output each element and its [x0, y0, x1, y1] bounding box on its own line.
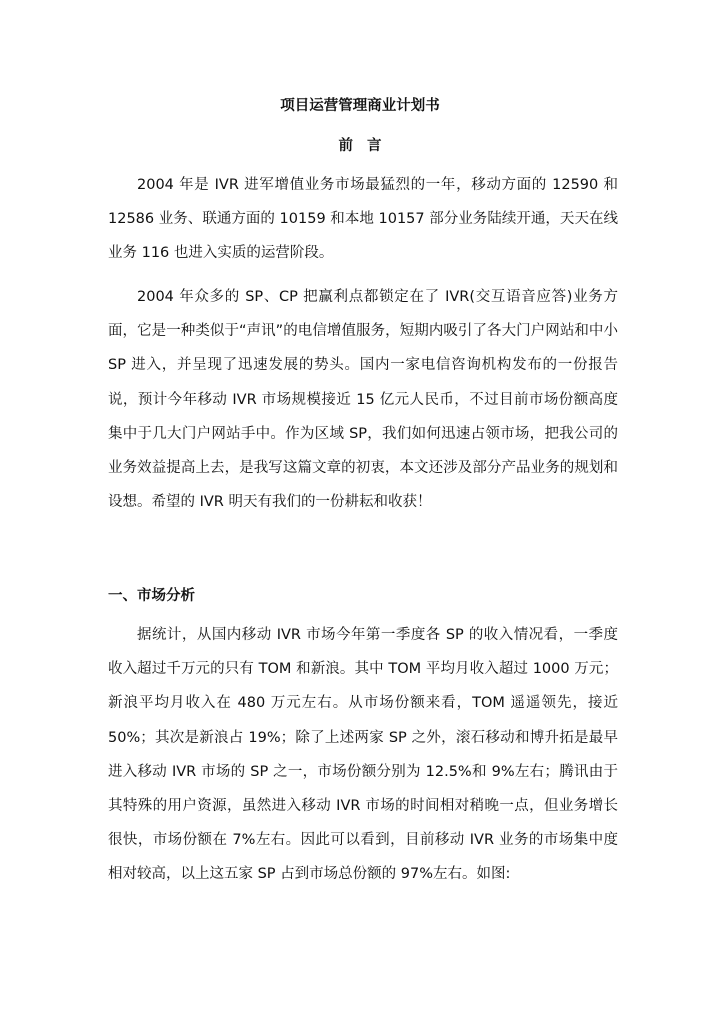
document-title: 项目运营管理商业计划书 — [280, 98, 440, 114]
section-heading-market-analysis: 一、市场分析 — [108, 588, 195, 604]
market-analysis-paragraph: 据统计，从国内移动 IVR 市场今年第一季度各 SP 的收入情况看，一季度收入超过千万元的只有 TOM 和新浪。其中 TOM 平均月收入超过 1000 万元；新浪平均月收入在 480 万元左右。从市场份额来看，TOM 遥遥领先，接近 50%；其次是新浪占 19%；除了上述两家 SP 之外，滚石移动和博升拓是最早进入移动 IVR 市场的 SP 之一，市场份额分别为 12.5%和 9%左右；腾讯由于其特殊的用户资源，虽然进入移动 IVR 市场的时间相对稍晚一点，但业务增长很快，市场份额在 7%左右。因此可以看到，目前移动 IVR 业务的市场集中度相对较高，以上这五家 SP 占到市场总份额的 97%左右。如图: — [108, 627, 618, 883]
preface-paragraph-2: 2004 年众多的 SP、CP 把赢利点都锁定在了 IVR(交互语音应答)业务方面，它是一种类似于“声讯”的电信增值服务，短期内吸引了各大门户网站和中小 SP 进入，并呈现了迅速发展的势头。国内一家电信咨询机构发布的一份报告说，预计今年移动 IVR 市场规模接近 15 亿元人民币，不过目前市场份额高度集中于几大门户网站手中。作为区域 SP，我们如何迅速占领市场，把我公司的业务效益提高上去，是我写这篇文章的初衷，本文还涉及部分产品业务的规划和设想。希望的 IVR 明天有我们的一份耕耘和收获！ — [108, 289, 618, 511]
preface-paragraph-1: 2004 年是 IVR 进军增值业务市场最猛烈的一年，移动方面的 12590 和 12586 业务、联通方面的 10159 和本地 10157 部分业务陆续开通，天天在线业务 116 也进入实质的运营阶段。 — [108, 177, 618, 262]
preface-heading: 前言 — [338, 138, 396, 154]
